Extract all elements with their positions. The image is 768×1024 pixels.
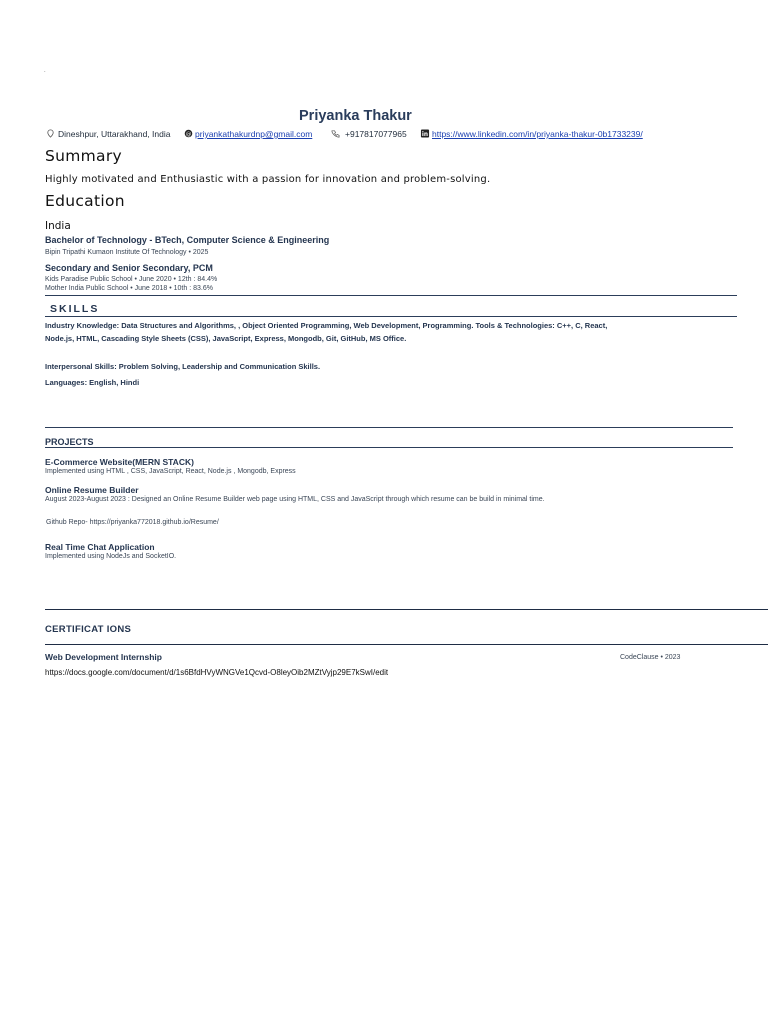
degree-title: Bachelor of Technology - BTech, Computer Science & Engineering	[45, 235, 330, 245]
school-line-1: Kids Paradise Public School • June 2020 • 12th : 84.4%	[45, 276, 218, 283]
phone-icon	[331, 129, 340, 140]
cert-bottom-rule	[45, 644, 768, 645]
education-heading: Education	[45, 192, 125, 210]
projects-bottom-rule	[45, 447, 733, 448]
skills-line-2: Node.js, HTML, Cascading Style Sheets (CSS), JavaScript, Express, Mongodb, Git, GitHub, MS Office.	[45, 334, 407, 343]
skills-top-rule	[45, 295, 737, 296]
skills-bottom-rule	[45, 316, 737, 317]
school-title: Secondary and Senior Secondary, PCM	[45, 263, 213, 273]
cert-title: Web Development Internship	[45, 652, 162, 662]
phone-text: +917817077965	[345, 129, 407, 139]
summary-heading: Summary	[45, 147, 123, 165]
linkedin-icon	[420, 129, 430, 140]
email-link[interactable]: priyankathakurdnp@gmail.com	[195, 129, 313, 139]
summary-text: Highly motivated and Enthusiastic with a passion for innovation and problem-solving.	[45, 174, 491, 185]
cert-org: CodeClause • 2023	[620, 654, 681, 661]
stray-dot: .	[44, 68, 46, 74]
email-icon	[184, 129, 193, 140]
school-line-2: Mother India Public School • June 2018 • 10th : 83.6%	[45, 285, 213, 292]
location-pin-icon	[46, 129, 55, 140]
certifications-heading: CERTIFICAT IONS	[45, 624, 132, 635]
skills-line-3: Interpersonal Skills: Problem Solving, Leadership and Communication Skills.	[45, 362, 321, 371]
svg-text:in: in	[421, 131, 429, 138]
degree-detail: Bipin Tripathi Kumaon Institute Of Technology • 2025	[45, 249, 209, 256]
cert-top-rule	[45, 609, 768, 610]
project-desc: Implemented using NodeJs and SocketIO.	[45, 553, 177, 560]
education-country: India	[45, 220, 71, 232]
project-title: E-Commerce Website(MERN STACK)	[45, 457, 194, 467]
location-text: Dineshpur, Uttarakhand, India	[58, 129, 171, 139]
project-title: Real Time Chat Application	[45, 542, 155, 552]
project-repo: Github Repo- https://priyanka772018.github.io/Resume/	[46, 519, 219, 526]
project-desc: August 2023-August 2023 : Designed an Online Resume Builder web page using HTML, CSS and JavaScript through which resume can be build in minimal time.	[45, 496, 545, 503]
project-title: Online Resume Builder	[45, 485, 139, 495]
projects-top-rule	[45, 427, 733, 428]
skills-line-1: Industry Knowledge: Data Structures and Algorithms, , Object Oriented Programming, Web Development, Programming. Tools & Technologies: C++, C, React,	[45, 321, 608, 330]
candidate-name: Priyanka Thakur	[299, 108, 412, 124]
project-desc: Implemented using HTML , CSS, JavaScript, React, Node.js , Mongodb, Express	[45, 468, 296, 475]
linkedin-link[interactable]: https://www.linkedin.com/in/priyanka-thakur-0b1733239/	[432, 129, 643, 139]
skills-line-4: Languages: English, Hindi	[45, 378, 140, 387]
cert-link[interactable]: https://docs.google.com/document/d/1s6BfdHVyWNGVe1Qcvd-O8leyOib2MZtVyjp29E7kSwI/edit	[45, 668, 389, 677]
svg-text:@: @	[185, 131, 192, 138]
skills-heading: SKILLS	[50, 303, 100, 315]
projects-heading: PROJECTS	[45, 437, 94, 447]
